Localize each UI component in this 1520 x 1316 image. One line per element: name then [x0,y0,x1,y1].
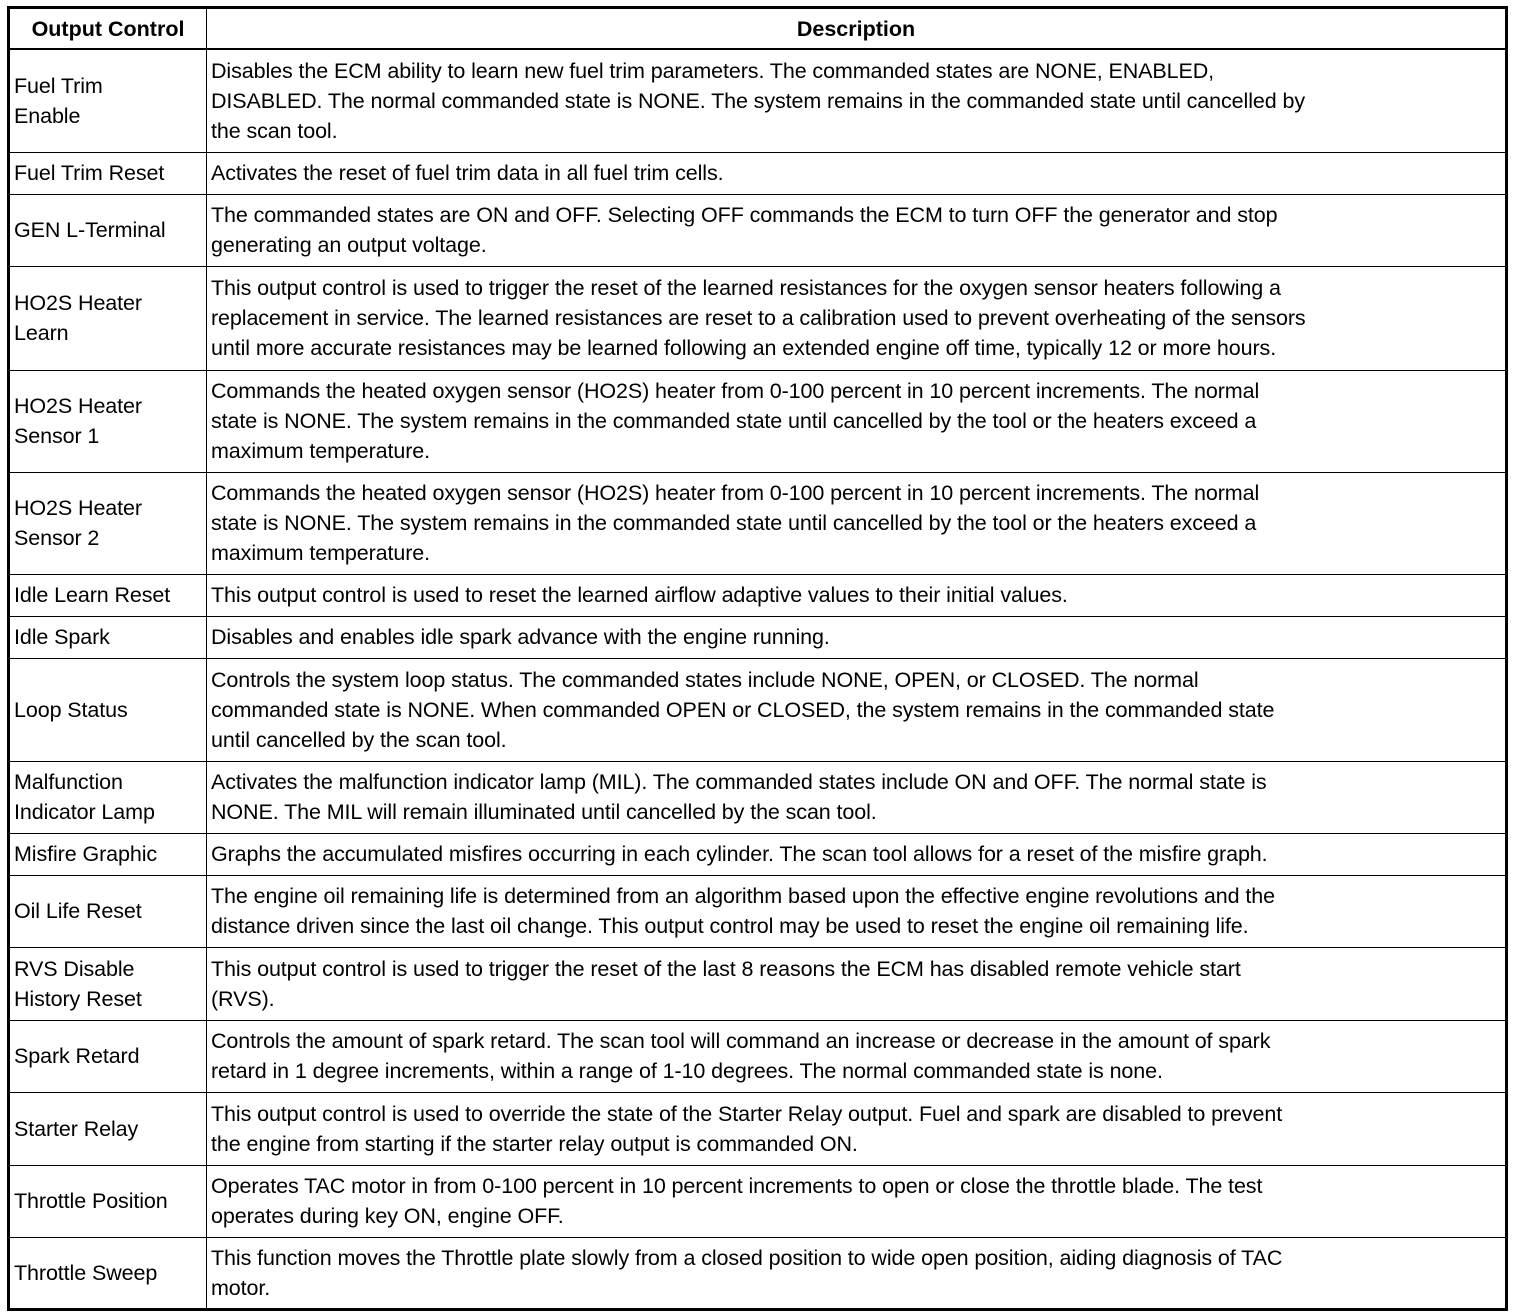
description-cell: Activates the reset of fuel trim data in all fuel trim cells. [207,152,1507,194]
description-cell: This function moves the Throttle plate slowly from a closed position to wide open position, aiding diagnosis of TAC motor. [207,1237,1507,1309]
output-control-cell: GEN L-Terminal [9,194,207,266]
table-row [9,370,1507,472]
description-cell: This output control is used to trigger the reset of the learned resistances for the oxygen sensor heaters following a replacement in service. The learned resistances are reset to a calibration used to prevent overheating of the sensors until more accurate resistances may be learned following an extended engine off time, typically 12 or more hours. [207,266,1507,370]
output-control-cell: HO2S Heater Sensor 1 [9,370,207,472]
table-row [9,472,1507,574]
output-control-cell: Spark Retard [9,1020,207,1092]
table-row [9,1092,1507,1165]
output-control-cell: Fuel Trim Reset [9,152,207,194]
table-row [9,1020,1507,1092]
table-row [9,49,1507,152]
output-control-cell: Throttle Position [9,1165,207,1237]
description-cell: Disables and enables idle spark advance with the engine running. [207,616,1507,658]
output-control-cell: Starter Relay [9,1092,207,1165]
description-cell: Commands the heated oxygen sensor (HO2S) heater from 0-100 percent in 10 percent increments. The normal state is NONE. The system remains in the commanded state until cancelled by the tool or the heaters exceed a maximum temperature. [207,472,1507,574]
description-cell: Disables the ECM ability to learn new fuel trim parameters. The commanded states are NONE, ENABLED, DISABLED. The normal commanded state is NONE. The system remains in the commanded state until cancelled by the scan tool. [207,49,1507,152]
description-cell: Controls the system loop status. The commanded states include NONE, OPEN, or CLOSED. The normal commanded state is NONE. When commanded OPEN or CLOSED, the system remains in the commanded state until cancelled by the scan tool. [207,658,1507,761]
table-row [9,152,1507,194]
table-row [9,574,1507,616]
table-row [9,194,1507,266]
output-control-cell: HO2S Heater Sensor 2 [9,472,207,574]
description-cell: Commands the heated oxygen sensor (HO2S) heater from 0-100 percent in 10 percent increments. The normal state is NONE. The system remains in the commanded state until cancelled by the tool or the heaters exceed a maximum temperature. [207,370,1507,472]
description-cell: Graphs the accumulated misfires occurring in each cylinder. The scan tool allows for a reset of the misfire graph. [207,833,1507,875]
table-row [9,1165,1507,1237]
description-cell: The commanded states are ON and OFF. Selecting OFF commands the ECM to turn OFF the generator and stop generating an output voltage. [207,194,1507,266]
table-row [9,947,1507,1020]
output-control-cell: Misfire Graphic [9,833,207,875]
output-control-cell: Idle Spark [9,616,207,658]
output-control-table [7,6,1508,1311]
output-control-cell: Loop Status [9,658,207,761]
table-row [9,761,1507,833]
description-cell: This output control is used to reset the learned airflow adaptive values to their initial values. [207,574,1507,616]
description-cell: This output control is used to override the state of the Starter Relay output. Fuel and spark are disabled to prevent the engine from starting if the starter relay output is commanded ON. [207,1092,1507,1165]
output-control-cell: RVS Disable History Reset [9,947,207,1020]
output-control-cell: Throttle Sweep [9,1237,207,1309]
table-row [9,833,1507,875]
table-row [9,616,1507,658]
output-control-cell: Fuel Trim Enable [9,49,207,152]
description-cell: Operates TAC motor in from 0-100 percent in 10 percent increments to open or close the throttle blade. The test operates during key ON, engine OFF. [207,1165,1507,1237]
header-output-control: Output Control [9,8,207,50]
table-row [9,875,1507,947]
table-row [9,658,1507,761]
description-cell: Controls the amount of spark retard. The scan tool will command an increase or decrease in the amount of spark retard in 1 degree increments, within a range of 1-10 degrees. The normal commanded state is none. [207,1020,1507,1092]
table-header-row [9,8,1507,50]
header-description: Description [207,8,1507,50]
description-cell: Activates the malfunction indicator lamp (MIL). The commanded states include ON and OFF. The normal state is NONE. The MIL will remain illuminated until cancelled by the scan tool. [207,761,1507,833]
table-body [9,49,1507,1309]
table-row [9,1237,1507,1309]
description-cell: This output control is used to trigger the reset of the last 8 reasons the ECM has disabled remote vehicle start (RVS). [207,947,1507,1020]
output-control-cell: HO2S Heater Learn [9,266,207,370]
description-cell: The engine oil remaining life is determined from an algorithm based upon the effective engine revolutions and the distance driven since the last oil change. This output control may be used to reset the engine oil remaining life. [207,875,1507,947]
output-control-cell: Idle Learn Reset [9,574,207,616]
output-control-cell: Oil Life Reset [9,875,207,947]
table-row [9,266,1507,370]
output-control-cell: Malfunction Indicator Lamp [9,761,207,833]
